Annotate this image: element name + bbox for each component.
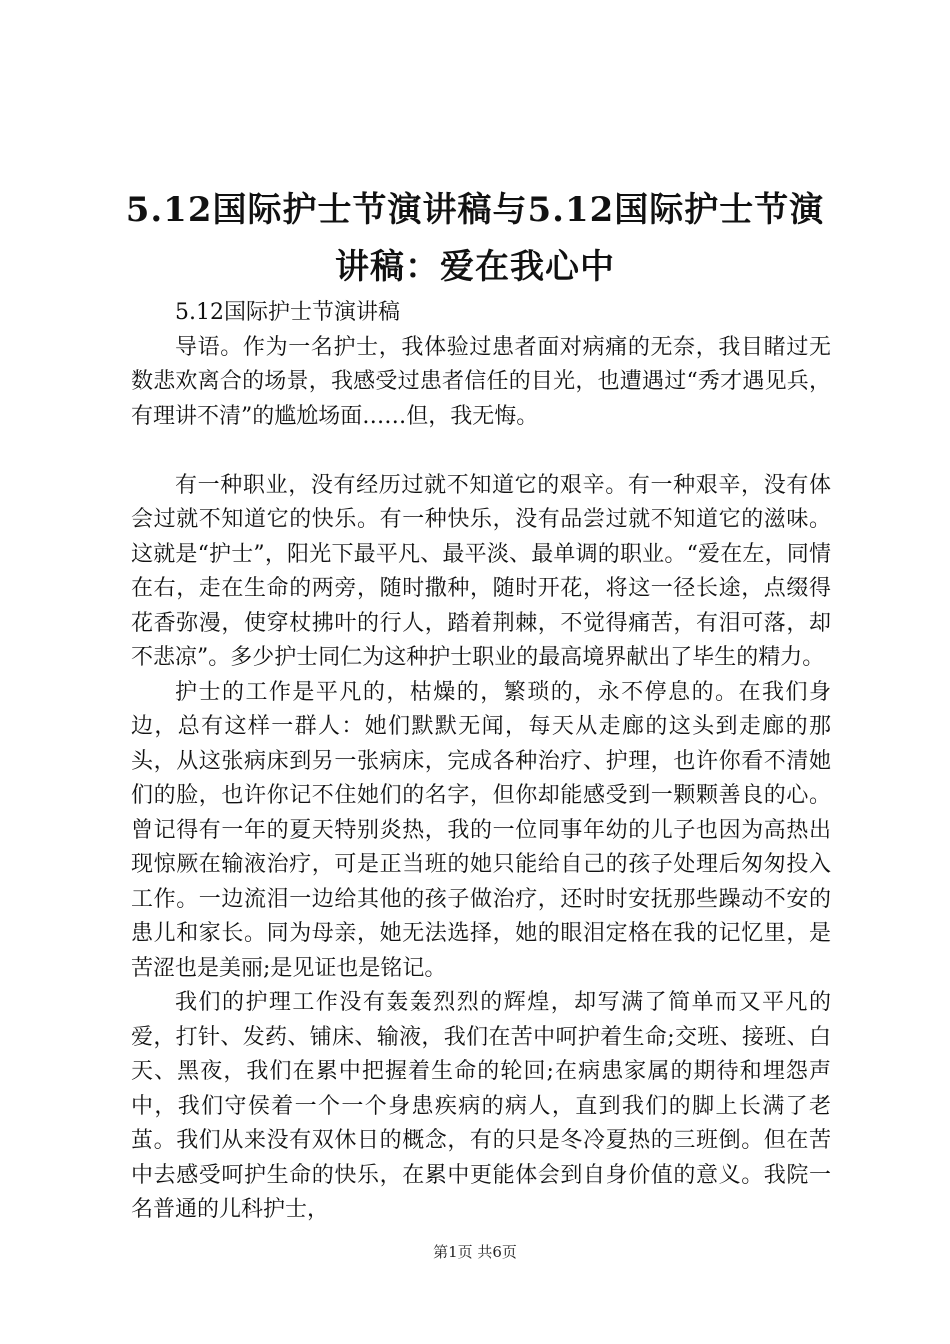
document-body (131, 296, 831, 1228)
paragraph-intro: 导语。作为一名护士，我体验过患者面对病痛的无奈，我目睹过无数悲欢离合的场景，我感受过患者信任的目光，也遭遇过“秀才遇见兵，有理讲不清”的尴尬场面……但，我无悔。 (131, 334, 831, 429)
document-title-line-2: 讲稿：爱在我心中 (335, 247, 615, 287)
paragraph: 我们的护理工作没有轰轰烈烈的辉煌，却写满了简单而又平凡的爱，打针、发药、铺床、输液，我们在苦中呵护着生命;交班、接班、白天、黑夜，我们在累中把握着生命的轮回;在病患家属的期待和埋怨声中，我们守侯着一个一个身患疾病的病人，直到我们的脚上长满了老茧。我们从来没有双休日的概念，有的只是冬冷夏热的三班倒。但在苦中去感受呵护生命的快乐，在累中更能体会到自身价值的意义。我院一名普通的儿科护士， (131, 990, 831, 1222)
paragraph: 有一种职业，没有经历过就不知道它的艰辛。有一种艰辛，没有体会过就不知道它的快乐。有一种快乐，没有品尝过就不知道它的滋味。这就是“护士”，阳光下最平凡、最平淡、最单调的职业。“爱在左，同情在右，走在生命的两旁，随时撒种，随时开花，将这一径长途，点缀得花香弥漫，使穿杖拂叶的行人，踏着荆棘，不觉得痛苦，有泪可落，却不悲凉”。多少护士同仁为这种护士职业的最高境界献出了毕生的精力。 (131, 472, 831, 670)
document-title-line-1: 5.12国际护士节演讲稿与5.12国际护士节演 (125, 190, 825, 230)
page-footer: 第1页 共6页 (433, 1243, 517, 1261)
paragraph: 护士的工作是平凡的，枯燥的，繁琐的，永不停息的。在我们身边，总有这样一群人：她们默默无闻，每天从走廊的这头到走廊的那头，从这张病床到另一张病床，完成各种治疗、护理，也许你看不清她们的脸，也许你记不住她们的名字，但你却能感受到一颗颗善良的心。曾记得有一年的夏天特别炎热，我的一位同事年幼的儿子也因为高热出现惊厥在输液治疗，可是正当班的她只能给自己的孩子处理后匆匆投入工作。一边流泪一边给其他的孩子做治疗，还时时安抚那些躁动不安的患儿和家长。同为母亲，她无法选择，她的眼泪定格在我的记忆里，是苦涩也是美丽;是见证也是铭记。 (131, 679, 831, 981)
section-subheading: 5.12国际护士节演讲稿 (175, 300, 400, 325)
